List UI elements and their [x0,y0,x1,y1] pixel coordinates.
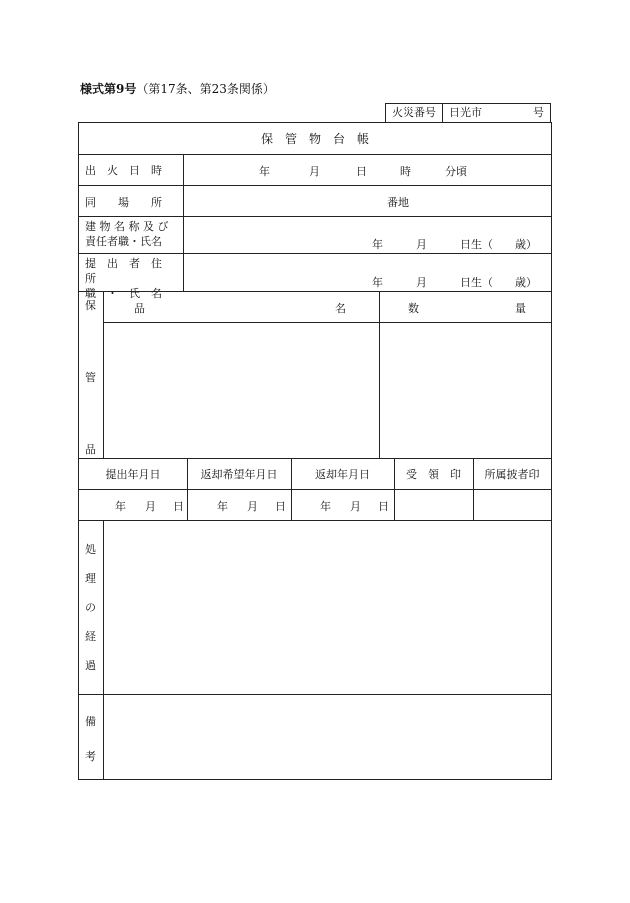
fire-datetime-field[interactable] [184,154,551,185]
form-reference: （第17条、第23条関係） [136,82,275,96]
return-request-date-label: 返却希望年月日 [200,467,278,481]
fire-datetime-label [85,154,177,185]
building-label [85,219,181,249]
chief-seal-field[interactable] [473,489,551,520]
process-char3: の [85,601,96,614]
fire-number-field[interactable] [443,104,550,122]
storage-side-char2: 管 [85,371,96,384]
form-title: 保 管 物 台 帳 [260,132,369,146]
row-divider [79,291,551,292]
submit-day: 日 [173,500,184,513]
building-field[interactable] [184,216,551,253]
fire-number-suffix: 号 [533,106,544,119]
submitter-birth: 年 月 日生（ 歳） [372,276,537,289]
process-char1: 処 [85,543,96,556]
return-request-year: 年 [217,500,228,513]
return-year: 年 [320,500,331,513]
return-request-date-field[interactable] [187,489,291,520]
return-request-day: 日 [275,500,286,513]
fire-minute-unit: 分頃 [445,165,467,178]
return-request-month: 月 [247,500,258,513]
building-label-line2: 責任者職・氏名 [85,235,162,248]
return-day: 日 [378,500,389,513]
return-date-label: 返却年月日 [315,467,370,481]
process-char5: 過 [85,659,96,672]
return-month: 月 [350,500,361,513]
fire-number-box [385,103,551,122]
submitter-label-line1: 提 出 者 住 所 [85,257,173,285]
storage-ledger-form [78,122,552,780]
fire-day-unit: 日 [356,165,367,178]
submitter-field[interactable] [184,253,551,291]
chief-seal-label: 所属披者印 [484,467,540,481]
process-char2: 理 [85,572,96,585]
fire-year-unit: 年 [259,165,270,178]
form-header [80,80,275,97]
fire-month-unit: 月 [309,165,320,178]
remarks-area[interactable] [104,695,551,779]
receipt-seal-field[interactable] [394,489,473,520]
submit-year: 年 [115,500,126,513]
location-field[interactable] [184,185,551,216]
storage-side-char3: 品 [85,443,96,456]
fire-datetime-label-text: 出 火 日 時 [85,163,162,177]
return-date-field[interactable] [291,489,394,520]
remarks-char2: 考 [85,750,96,763]
location-label: 同 場 所 [85,196,162,209]
item-name-header-b: 名 [335,302,346,315]
process-char4: 経 [85,630,96,643]
submit-month: 月 [145,500,156,513]
submit-date-field[interactable] [79,489,187,520]
fire-number-city: 日光市 [449,106,482,119]
submitter-label-line2: 職 ・ 氏 名 [85,287,162,300]
storage-side-char1: 保 [85,299,96,312]
quantity-area[interactable] [380,323,551,458]
submitter-label [85,256,181,301]
item-name-area[interactable] [104,323,379,458]
qty-header-b: 量 [515,302,526,315]
process-history-area[interactable] [104,521,551,694]
item-name-header-a: 品 [134,302,145,315]
remarks-char1: 備 [85,715,96,728]
fire-hour-unit: 時 [400,165,411,178]
submit-date-label: 提出年月日 [105,467,161,481]
building-birth: 年 月 日生（ 歳） [372,238,537,251]
qty-header-a: 数 [408,302,419,315]
form-number: 様式第9号 [80,82,137,96]
receipt-seal-label: 受 領 印 [406,467,461,481]
fire-number-label: 火災番号 [386,104,443,122]
location-suffix: 番地 [387,196,409,209]
building-label-line1: 建 物 名 称 及 び [85,220,169,233]
